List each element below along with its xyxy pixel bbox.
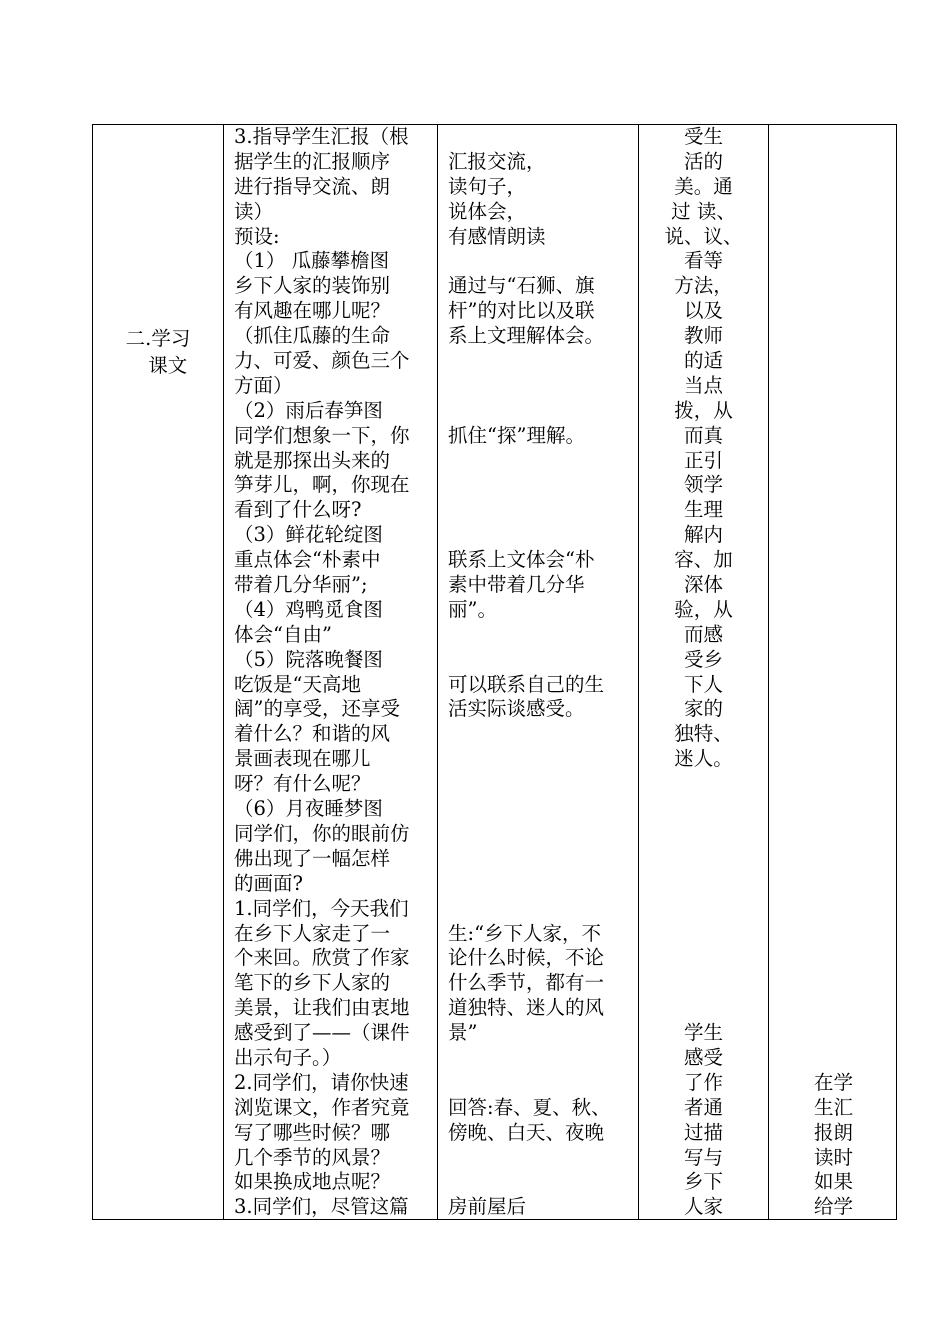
student-text-line: [448, 1071, 638, 1096]
note-text-line: [769, 971, 898, 996]
design-text-line: 而感: [683, 622, 723, 646]
teacher-text-line: 出示句子。）: [234, 1045, 342, 1069]
note-text-line: [769, 847, 898, 872]
student-text-line: [448, 897, 638, 922]
teacher-text-line: 阔”的享受，还享受: [234, 697, 400, 721]
design-text-line: 教师: [683, 324, 723, 348]
note-text-line: [769, 424, 898, 449]
design-text-line: [639, 996, 768, 1021]
teacher-text-line: 着什么？和谐的风: [234, 722, 391, 746]
teacher-text-line: 笋芽儿，啊，你现在: [234, 473, 410, 497]
design-text-line: 家的: [683, 697, 723, 721]
design-text-line: [639, 822, 768, 847]
note-text-line: [769, 697, 898, 722]
teacher-text-line: 浏览课文，作者究竟: [234, 1095, 410, 1119]
note-text-line: [769, 324, 898, 349]
teacher-text-line: 乡下人家的装饰别: [234, 274, 391, 298]
student-text-line: 抓住“探”理解。: [448, 423, 585, 447]
note-text-line: [769, 673, 898, 698]
student-text-line: 活实际谈感受。: [448, 697, 585, 721]
note-text-line: [769, 822, 898, 847]
section-title: [93, 325, 223, 379]
design-text-line: 容、加: [674, 548, 733, 572]
design-text-line: 活的: [683, 149, 723, 173]
lesson-plan-table: [92, 124, 897, 1220]
design-text-line: 过 读、: [671, 199, 736, 223]
student-text-line: 联系上文体会“朴: [448, 548, 595, 572]
student-text-line: 可以联系自己的生: [448, 672, 605, 696]
student-text-line: 有感情朗读: [448, 224, 546, 248]
design-text-line: [639, 897, 768, 922]
design-text-line: 领学: [683, 473, 723, 497]
note-text-line: [769, 523, 898, 548]
student-text-line: 说体会，: [448, 199, 527, 223]
student-text-line: [448, 399, 638, 424]
design-text-line: 乡下: [683, 1170, 723, 1194]
teacher-text-line: （抓住瓜藤的生命: [234, 324, 391, 348]
design-text-line: 正引: [683, 448, 723, 472]
teacher-text-line: 带着几分华丽”;: [234, 573, 368, 597]
student-text-line: [448, 498, 638, 523]
section-title-line: 课文: [128, 354, 188, 377]
teacher-text-line: 3.同学们，尽管这篇: [234, 1195, 409, 1219]
note-text-line: [769, 1021, 898, 1046]
teacher-text-line: 的画面?: [234, 871, 303, 895]
student-text-line: 道独特、迷人的风: [448, 996, 605, 1020]
student-text-line: [448, 349, 638, 374]
student-text-line: 杆”的对比以及联: [448, 299, 595, 323]
teacher-text-line: 几个季节的风景？: [234, 1145, 391, 1169]
student-text-line: [448, 648, 638, 673]
design-text-line: [639, 946, 768, 971]
design-text-line: 方法，: [674, 274, 733, 298]
teacher-text-line: 呀？有什么呢？: [234, 772, 371, 796]
student-text-line: [448, 722, 638, 747]
note-text-line: [769, 922, 898, 947]
note-text-line: [769, 200, 898, 225]
teacher-text-line: （6）月夜睡梦图: [234, 797, 383, 821]
note-text-line: [769, 449, 898, 474]
design-text-line: 说、议、: [664, 224, 743, 248]
design-text-line: 验，从: [674, 597, 733, 621]
teacher-text-line: 吃饭是“天高地: [234, 672, 361, 696]
student-text-line: 论什么时候，不论: [448, 946, 605, 970]
student-text-line: [448, 249, 638, 274]
student-text-line: [448, 523, 638, 548]
teacher-text-line: （4）鸡鸭觅食图: [234, 597, 383, 621]
student-text-line: [448, 847, 638, 872]
student-text-line: 通过与“石狮、旗: [448, 274, 595, 298]
note-text-line: [769, 722, 898, 747]
student-text-line: [448, 872, 638, 897]
student-text-line: 丽”。: [448, 597, 497, 621]
note-text-line: [769, 548, 898, 573]
teacher-text-line: 佛出现了一幅怎样: [234, 846, 391, 870]
note-text-line: [769, 274, 898, 299]
note-text-line: [769, 473, 898, 498]
design-text-line: 独特、: [674, 722, 733, 746]
student-text-line: 什么季节，都有一: [448, 971, 605, 995]
teacher-activity-column: [224, 125, 437, 1220]
design-text-line: 写与: [683, 1145, 723, 1169]
student-text-line: [448, 822, 638, 847]
note-text-line: [769, 648, 898, 673]
teacher-text-line: 预设:: [234, 224, 280, 248]
design-text-line: 下人: [683, 672, 723, 696]
teacher-text-line: 写了哪些时候？哪: [234, 1120, 391, 1144]
student-text-line: 生:“乡下人家，不: [448, 921, 602, 945]
teacher-text-line: 进行指导交流、朗: [234, 174, 391, 198]
student-text-line: 回答:春、夏、秋、: [448, 1095, 611, 1119]
notes-column: [769, 125, 898, 1220]
note-text-line: [769, 996, 898, 1021]
design-text-line: 了作: [683, 1070, 723, 1094]
design-text-line: 过描: [683, 1120, 723, 1144]
student-text-line: [448, 797, 638, 822]
teacher-text-line: （5）院落晚餐图: [234, 647, 383, 671]
student-text-line: 系上文理解体会。: [448, 324, 605, 348]
design-text-line: [639, 922, 768, 947]
design-text-line: 迷人。: [674, 747, 733, 771]
student-text-line: [448, 374, 638, 399]
note-text-line: [769, 1046, 898, 1071]
student-text-line: [448, 772, 638, 797]
student-text-line: [448, 747, 638, 772]
note-text-line: 生汇: [813, 1095, 853, 1119]
note-text-line: [769, 747, 898, 772]
note-text-line: 如果: [813, 1170, 853, 1194]
design-text-line: 受乡: [683, 647, 723, 671]
design-text-line: [639, 971, 768, 996]
student-text-line: 房前屋后: [448, 1195, 527, 1219]
note-text-line: [769, 797, 898, 822]
teacher-text-line: 3.指导学生汇报（根: [234, 125, 409, 148]
note-text-line: [769, 598, 898, 623]
student-text-line: [448, 1170, 638, 1195]
note-text-line: 给学: [813, 1195, 853, 1219]
note-text-line: [769, 175, 898, 200]
design-text-line: 受生: [683, 125, 723, 148]
teacher-text-line: 重点体会“朴素中: [234, 548, 381, 572]
note-text-line: 读时: [813, 1145, 853, 1169]
design-text-line: 生理: [683, 498, 723, 522]
student-text-line: [448, 623, 638, 648]
note-text-line: [769, 872, 898, 897]
student-text-line: 景”: [448, 1021, 478, 1045]
teacher-text-line: 据学生的汇报顺序: [234, 149, 391, 173]
teacher-text-line: 笔下的乡下人家的: [234, 971, 391, 995]
note-text-line: [769, 946, 898, 971]
design-intent-column: [639, 125, 768, 1220]
student-text-line: 汇报交流，: [448, 149, 546, 173]
note-text-line: [769, 225, 898, 250]
teacher-text-line: 2.同学们，请你快速: [234, 1070, 409, 1094]
teacher-text-line: 方面）: [234, 373, 293, 397]
design-text-line: 者通: [683, 1095, 723, 1119]
design-text-line: [639, 772, 768, 797]
teacher-text-line: （2）雨后春笋图: [234, 398, 383, 422]
note-text-line: [769, 573, 898, 598]
teacher-text-line: 美景，让我们由衷地: [234, 996, 410, 1020]
teacher-text-line: 就是那探出头来的: [234, 448, 391, 472]
design-text-line: 看等: [683, 249, 723, 273]
student-activity-column: [438, 125, 638, 1220]
student-text-line: 傍晚、白天、夜晚: [448, 1120, 605, 1144]
note-text-line: [769, 374, 898, 399]
design-text-line: 而真: [683, 423, 723, 447]
student-text-line: [448, 473, 638, 498]
note-text-line: [769, 623, 898, 648]
teacher-text-line: 有风趣在哪儿呢？: [234, 299, 391, 323]
section-title-line: 二.学习: [125, 327, 191, 350]
design-text-line: 当点: [683, 373, 723, 397]
teacher-text-line: 体会“自由”: [234, 622, 332, 646]
note-text-line: [769, 299, 898, 324]
student-text-line: 读句子，: [448, 174, 527, 198]
note-text-line: [769, 498, 898, 523]
note-text-line: [769, 249, 898, 274]
teacher-text-line: 同学们想象一下，你: [234, 423, 410, 447]
design-text-line: 人家: [683, 1195, 723, 1219]
design-text-line: 的适: [683, 349, 723, 373]
student-text-line: 素中带着几分华: [448, 573, 585, 597]
note-text-line: [769, 772, 898, 797]
teacher-text-line: 力、可爱、颜色三个: [234, 349, 410, 373]
note-text-line: 在学: [813, 1070, 853, 1094]
student-text-line: [448, 1046, 638, 1071]
teacher-text-line: 看到了什么呀?: [234, 498, 362, 522]
teacher-text-line: 读）: [234, 199, 274, 223]
design-text-line: 以及: [683, 299, 723, 323]
teacher-text-line: 同学们，你的眼前仿: [234, 821, 410, 845]
design-text-line: 美。通: [674, 174, 733, 198]
note-text-line: [769, 897, 898, 922]
design-text-line: 解内: [683, 523, 723, 547]
teacher-text-line: 感受到了——（课件: [234, 1021, 410, 1045]
teacher-text-line: 个来回。欣赏了作家: [234, 946, 410, 970]
note-text-line: [769, 349, 898, 374]
teacher-text-line: （1） 瓜藤攀檐图: [234, 249, 390, 273]
student-text-line: [448, 125, 638, 150]
teacher-text-line: 1.同学们，今天我们: [234, 896, 409, 920]
design-text-line: [639, 847, 768, 872]
student-text-line: [448, 449, 638, 474]
design-text-line: 拨，从: [674, 398, 733, 422]
teacher-text-line: 景画表现在哪儿: [234, 747, 371, 771]
design-text-line: [639, 872, 768, 897]
student-text-line: [448, 1146, 638, 1171]
note-text-line: [769, 150, 898, 175]
note-text-line: [769, 125, 898, 150]
teacher-text-line: （3）鲜花轮绽图: [234, 523, 383, 547]
teacher-text-line: 如果换成地点呢？: [234, 1170, 391, 1194]
design-text-line: 学生: [683, 1021, 723, 1045]
teacher-text-line: 在乡下人家走了一: [234, 921, 391, 945]
design-text-line: 感受: [683, 1045, 723, 1069]
design-text-line: 深体: [683, 573, 723, 597]
design-text-line: [639, 797, 768, 822]
note-text-line: [769, 399, 898, 424]
note-text-line: 报朗: [813, 1120, 853, 1144]
